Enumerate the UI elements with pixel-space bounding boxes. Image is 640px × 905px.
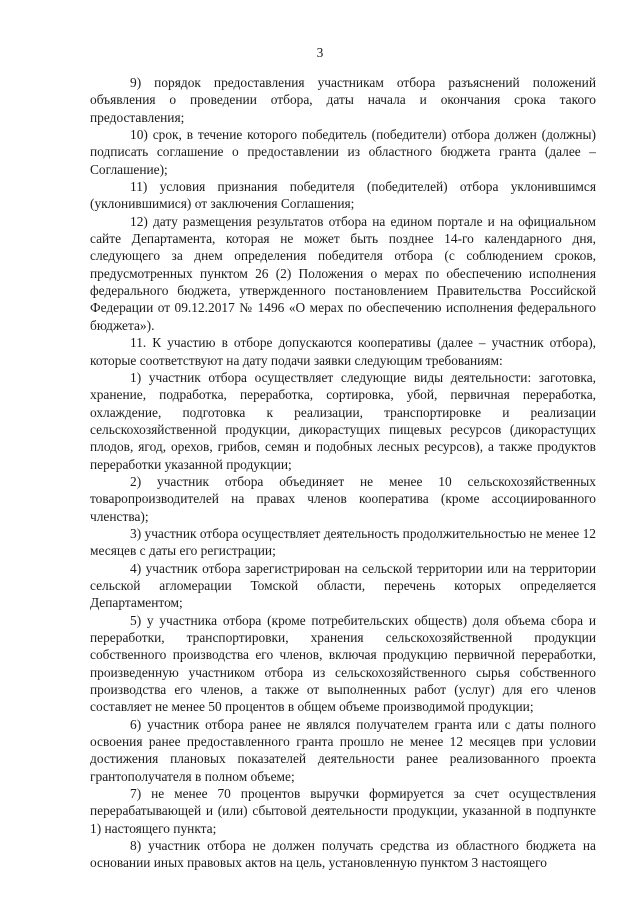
paragraph-item-9: 9) порядок предоставления участникам отбора разъяснений положений объявления о проведении отбора, даты начала и окончания срока такого предоставления;	[90, 75, 596, 125]
paragraph-item-12: 12) дату размещения результатов отбора на едином портале и на официальном сайте Департамента, которая не может быть позднее 14-го календарного дня, следующего за днем определения победителя отбора (с соблюдением сроков, предусмотренных пунктом 26 (2) Положения о мерах по обеспечению исполнения федерального бюджета, утвержденного постановлением Правительства Российской Федерации от 09.12.2017 № 1496 «О мерах по обеспечению исполнения федерального бюджета»).	[90, 213, 596, 333]
requirement-3: 3) участник отбора осуществляет деятельность продолжительностью не менее 12 месяцев с даты его регистрации;	[90, 525, 596, 559]
requirement-4: 4) участник отбора зарегистрирован на сельской территории или на территории сельской агломерации Томской области, перечень которых определяется Департаментом;	[90, 560, 596, 611]
requirement-8: 8) участник отбора не должен получать средства из областного бюджета на основании иных правовых актов на цель, установленную пунктом 3 настоящего	[90, 838, 596, 871]
page-number: 3	[316, 45, 324, 60]
requirement-5: 5) у участника отбора (кроме потребительских обществ) доля объема сбора и переработки, транспортировки, хранения сельскохозяйственной продукции собственного производства его членов, включая продукцию первичной переработки, произведенную участником отбора из сельскохозяйственного сырья собственного производства его членов, а также от выполненных работ (услуг) для его членов составляет не менее 50 процентов в общем объеме производимой продукции;	[90, 612, 596, 715]
paragraph-clause-11: 11. К участию в отборе допускаются кооперативы (далее – участник отбора), которые соответствуют на дату подачи заявки следующим требованиям:	[90, 335, 596, 368]
paragraph-item-11: 11) условия признания победителя (победителей) отбора уклонившимся (уклонившимися) от заключения Соглашения;	[90, 179, 596, 212]
requirement-7: 7) не менее 70 процентов выручки формируется за счет осуществления перерабатывающей и (или) сбытовой деятельности продукции, указанной в подпункте 1) настоящего пункта;	[90, 786, 596, 836]
document-body	[90, 74, 596, 872]
requirement-1: 1) участник отбора осуществляет следующие виды деятельности: заготовка, хранение, подработка, переработка, сортировка, убой, первичная переработка, охлаждение, подготовка к реализации, транспортировке и реализации сельскохозяйственной продукции, дикорастущих пищевых ресурсов (дикорастущих плодов, ягод, орехов, грибов, семян и подобных лесных ресурсов), а также продуктов переработки указанной продукции;	[90, 369, 596, 472]
requirement-2: 2) участник отбора объединяет не менее 10 сельскохозяйственных товаропроизводителей на правах членов кооператива (кроме ассоциированного членства);	[90, 473, 596, 524]
requirement-6: 6) участник отбора ранее не являлся получателем гранта или с даты полного освоения ранее предоставленного гранта прошло не менее 12 месяцев при условии достижения плановых показателей деятельности ранее реализованного проекта грантополучателя в полном объеме;	[90, 716, 596, 784]
paragraph-item-10: 10) срок, в течение которого победитель (победители) отбора должен (должны) подписать соглашение о предоставлении из областного бюджета гранта (далее – Соглашение);	[90, 127, 596, 177]
